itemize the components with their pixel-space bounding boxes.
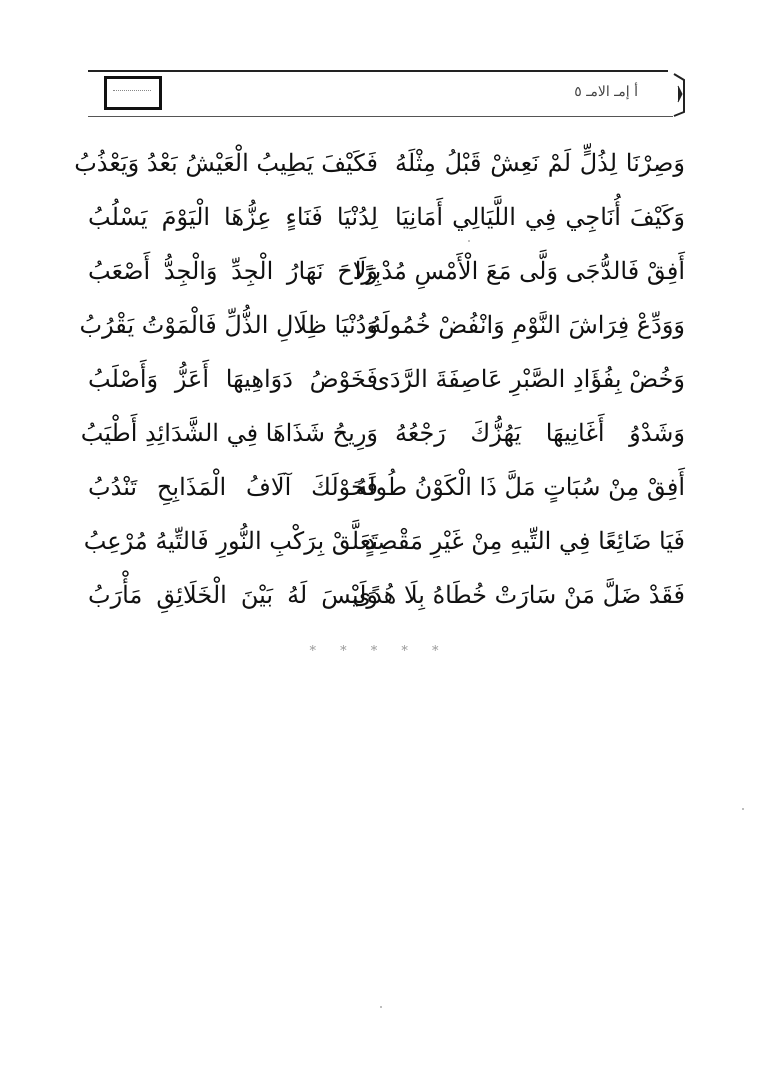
verse-first-half: فَيَا ضَائِعًا فِي التِّيهِ مِنْ غَيْرِ مَقْصِدٍ [364, 527, 685, 555]
verse-second-half: فَكَيْفَ يَطِيبُ الْعَيْشُ بَعْدُ وَيَعْذُبُ [74, 149, 378, 177]
verse [0, 194, 758, 240]
verse-second-half: وَلَاحَ نَهَارُ الْجِدِّ وَالْجِدُّ أَصْعَبُ [88, 257, 378, 285]
verse-second-half: وَدُنْيَا ظِلَالِ الذُّلِّ فَالْمَوْتُ يَقْرُبُ [79, 311, 378, 339]
verse [0, 464, 758, 510]
header-top-rule [88, 70, 668, 72]
verse-first-half: فَقَدْ ضَلَّ مَنْ سَارَتْ خُطَاهُ بِلَا هُدًى [352, 581, 685, 609]
verse [0, 356, 758, 402]
verse-first-half: وَكَيْفَ أُنَاجِي فِي اللَّيَالِي أَمَانِيَا [395, 203, 685, 231]
page-number [113, 90, 151, 91]
header-bottom-rule [88, 116, 673, 117]
section-separator: * * * * * [309, 644, 449, 659]
verse-second-half: لِدُنْيَا فَنَاءٍ عِزُّهَا الْيَوْمَ يَسْلُبُ [88, 203, 378, 231]
page-header [88, 62, 686, 124]
verse-second-half: وَلَيْسَ لَهُ بَيْنَ الْخَلَائِقِ مَأْرَبُ [88, 581, 378, 609]
verse-first-half: أَفِقْ فَالدُّجَى وَلَّى مَعَ الْأَمْسِ مُدْبِرًا [354, 257, 685, 285]
verse-second-half: فَحَوْلَكَ آلَافُ الْمَذَابِحِ تَنْدُبُ [88, 473, 378, 501]
verse [0, 572, 758, 618]
verse-first-half: أَفِقْ مِنْ سُبَاتٍ مَلَّ ذَا الْكَوْنُ طُولَهُ [355, 473, 685, 501]
verse [0, 410, 758, 456]
header-ornament-icon [672, 72, 686, 118]
verse-second-half: فَخَوْضُ دَوَاهِيهَا أَعَزُّ وَأَصْلَبُ [88, 365, 378, 393]
verse-second-half: تَعَلَّقْ بِرَكْبِ النُّورِ فَالتِّيهُ مُرْعِبُ [83, 527, 378, 555]
verse-second-half: وَرِيحُ شَذَاهَا فِي الشَّدَائِدِ أَطْيَبُ [80, 419, 378, 447]
page-number-box [104, 76, 162, 110]
verse [0, 140, 758, 186]
verse-first-half: وَصِرْنَا لِذُلٍّ لَمْ نَعِشْ قَبْلُ مِثْلَهُ [395, 149, 685, 177]
scan-speck [468, 240, 470, 242]
scan-speck [742, 808, 744, 810]
verse-first-half: وَشَدْوُ أَغَانِيهَا يَهُزُّكَ رَجْعُهُ [395, 419, 685, 447]
verse [0, 518, 758, 564]
verse-first-half: وَخُضْ بِفُؤَادِ الصَّبْرِ عَاصِفَةَ الرَّدَى [371, 365, 685, 393]
verse [0, 248, 758, 294]
verse-first-half: وَوَدِّعْ فِرَاشَ النَّوْمِ وَانْفُضْ خُمُولَهُ [369, 311, 685, 339]
verse [0, 302, 758, 348]
running-title: أ إمـ الامـ ٥ [574, 84, 638, 100]
scan-speck [380, 1006, 382, 1008]
